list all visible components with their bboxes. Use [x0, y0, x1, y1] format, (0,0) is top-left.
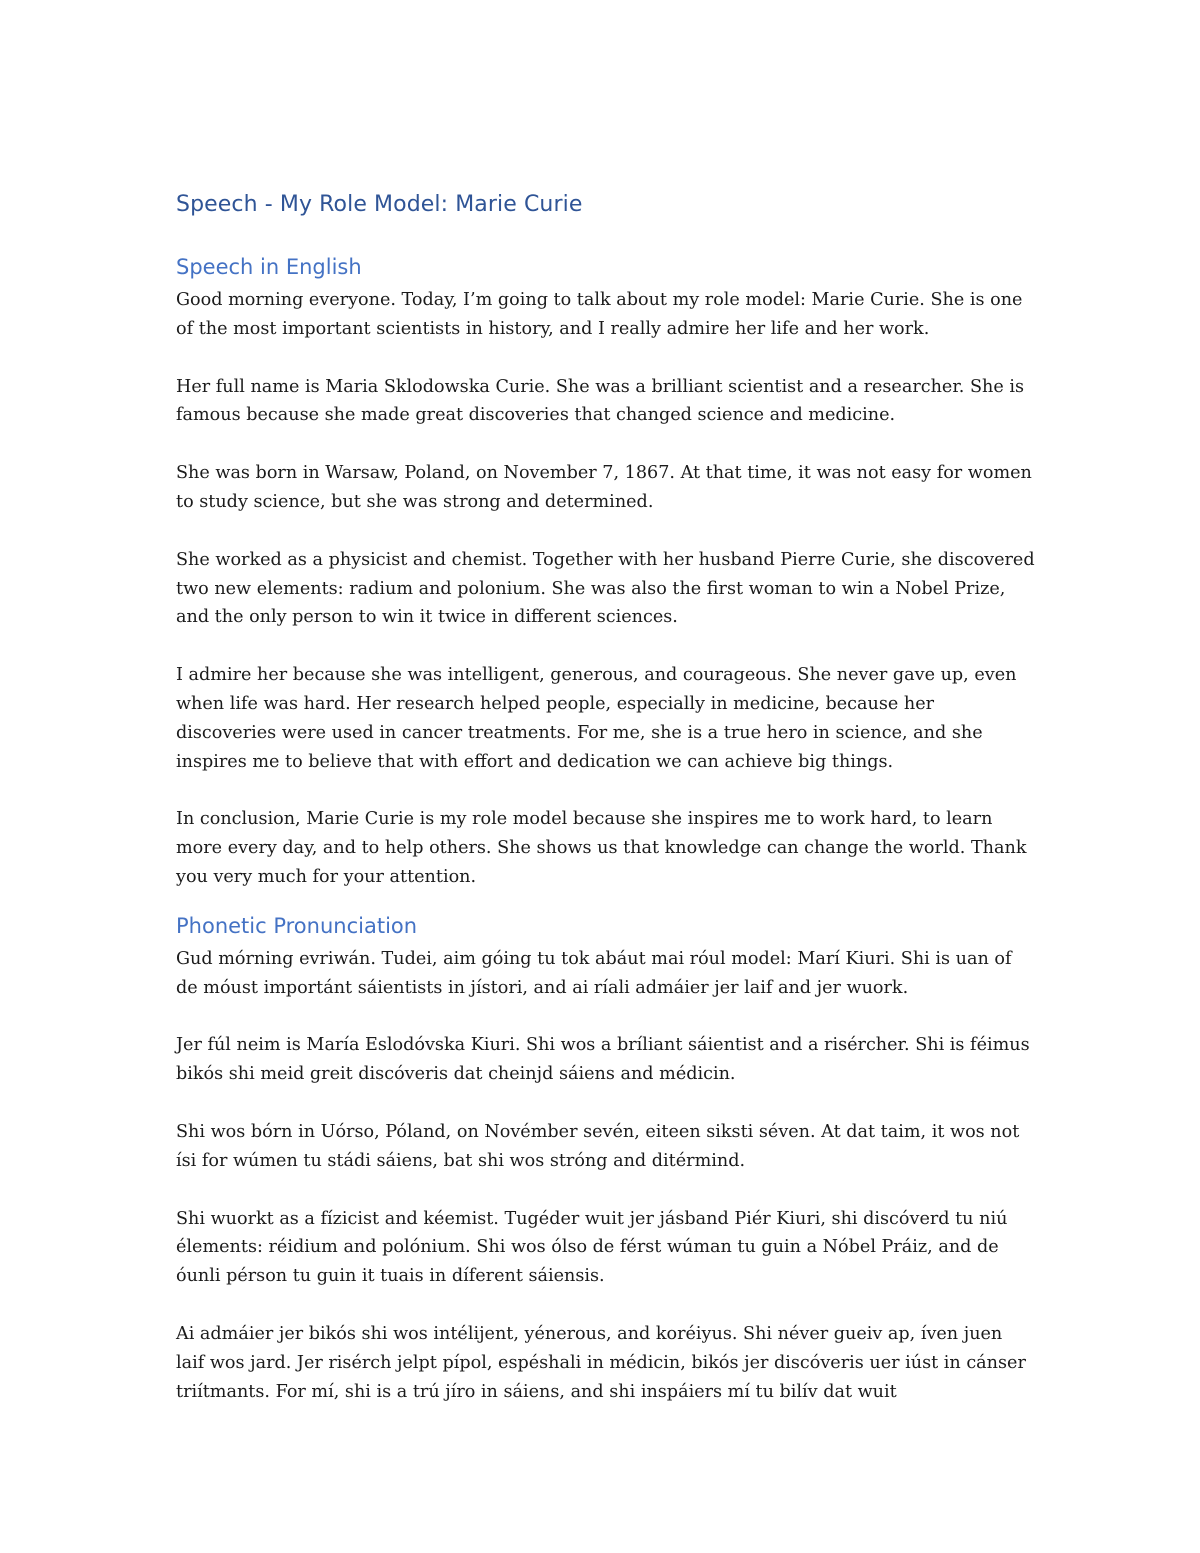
paragraph: She was born in Warsaw, Poland, on November 7, 1867. At that time, it was not easy for women to study science, but she was strong and determined. — [176, 463, 1032, 512]
paragraph: Gud mórning evriwán. Tudei, aim góing tu tok abáut mai róul model: Marí Kiuri. Shi is uan of de móust importánt sáientists in jístori, and ai ríali admáier jer laif and jer wuork. — [176, 948, 1012, 998]
section-heading-phonetic: Phonetic Pronunciation — [176, 913, 418, 938]
paragraph: Shi wuorkt as a fízicist and kéemist. Tugéder wuit jer jásband Piér Kiuri, shi discóverd tu niú élements: réidium and polónium. Shi wos ólso de férst wúman tu guin a Nóbel Práiz, and de óunli pérson tu guin it tuais in díferent sáiensis. — [176, 1208, 1008, 1287]
paragraph: Good morning everyone. Today, I’m going to talk about my role model: Marie Curie. She is one of the most important scientists in history, and I really admire her life and her work. — [176, 290, 1023, 339]
section-english — [176, 252, 1036, 892]
paragraph: Jer fúl neim is María Eslodóvska Kiuri. Shi wos a bríliant sáientist and a risércher. Shi is féimus bikós shi meid greit discóveris dat cheinjd sáiens and médicin. — [176, 1035, 1030, 1085]
document-title: Speech - My Role Model: Marie Curie — [176, 192, 583, 217]
paragraph: In conclusion, Marie Curie is my role model because she inspires me to work hard, to learn more every day, and to help others. She shows us that knowledge can change the world. Thank you very much for your attention. — [176, 809, 1027, 887]
paragraph: Shi wos bórn in Uórso, Póland, on Novémber sevén, eiteen siksti séven. At dat taim, it wos not ísi for wúmen tu stádi sáiens, bat shi wos stróng and ditérmind. — [176, 1121, 1020, 1171]
paragraph: I admire her because she was intelligent, generous, and courageous. She never gave up, even when life was hard. Her research helped people, especially in medicine, because her discoveries were used in cancer treatments. For me, she is a true hero in science, and she inspires me to believe that with effort and dedication we can achieve big things. — [176, 665, 1017, 772]
document-body — [176, 188, 1036, 1435]
paragraph: She worked as a physicist and chemist. Together with her husband Pierre Curie, she discovered two new elements: radium and polonium. She was also the first woman to win a Nobel Prize, and the only person to win it twice in different sciences. — [176, 549, 1035, 628]
section-heading-english: Speech in English — [176, 255, 362, 279]
section-phonetic — [176, 911, 1036, 1407]
paragraph: Ai admáier jer bikós shi wos intélijent, yénerous, and koréiyus. Shi néver gueiv ap, íven juen laif wos jard. Jer risérch jelpt pípol, espéshali in médicin, bikós jer discóveris uer iúst in cánser triítmants. For mí, shi is a trú jíro in sáiens, and shi inspáiers mí tu bilív dat wuit — [176, 1323, 1026, 1402]
paragraph: Her full name is Maria Sklodowska Curie. She was a brilliant scientist and a researcher. She is famous because she made great discoveries that changed science and medicine. — [176, 376, 1025, 426]
